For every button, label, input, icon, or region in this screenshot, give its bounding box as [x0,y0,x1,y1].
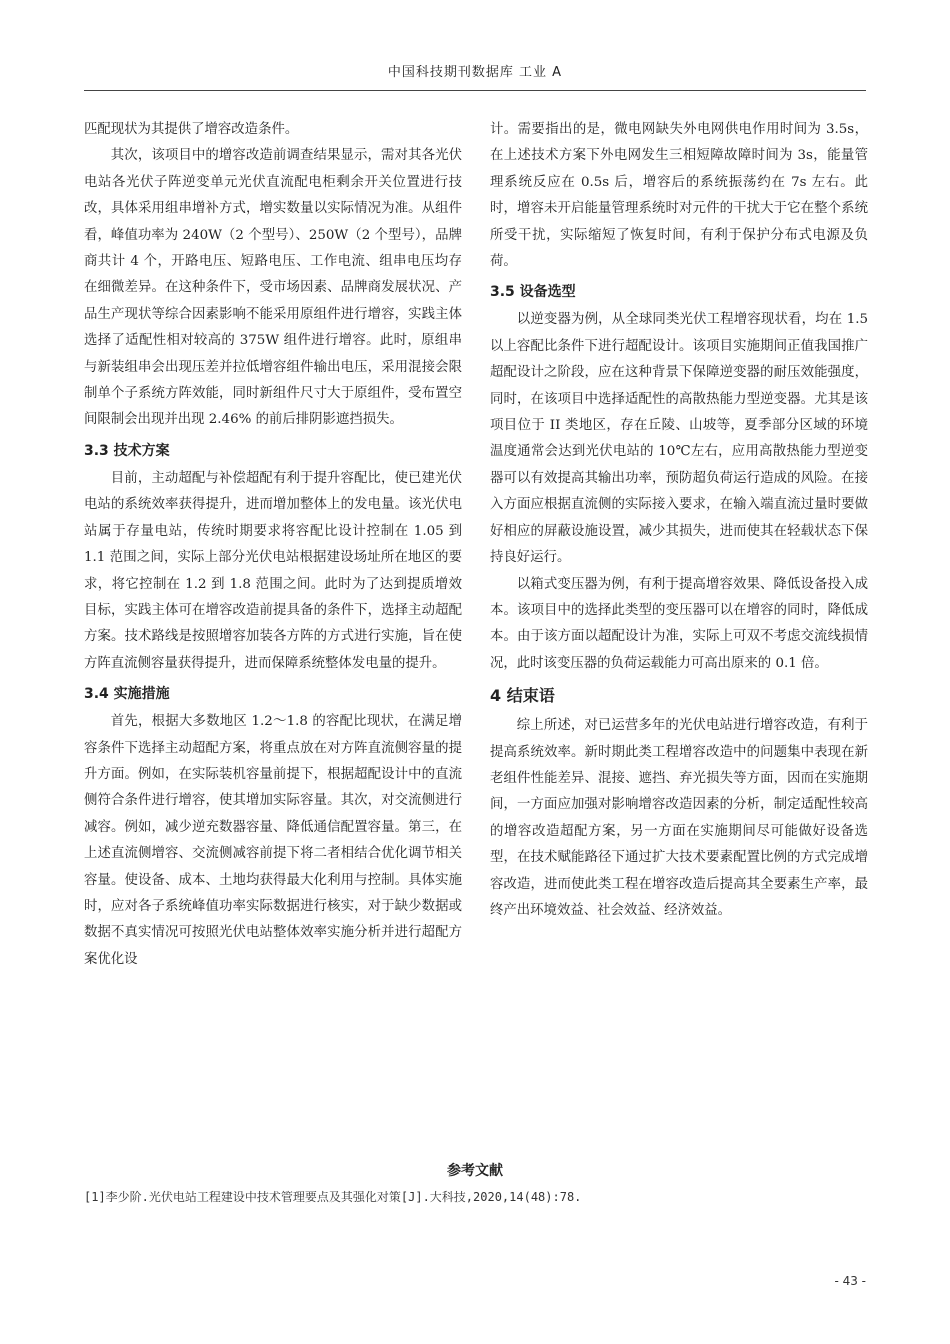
paragraph: 以箱式变压器为例，有利于提高增容效果、降低设备投入成本。该项目中的选择此类型的变压器可以在增容的同时，降低成本。由于该方面以超配设计为准，实际上可双不考虑交流线损情况，此时该变压器的负荷运载能力可高出原来的 0.1 倍。 [490,576,868,671]
section-heading-4: 4 结束语 [490,686,555,706]
paragraph: 计。需要指出的是，微电网缺失外电网供电作用时间为 3.5s，在上述技术方案下外电网发生三相短障故障时间为 3s，能量管理系统反应在 0.5s 后，增容后的系统振荡约在 7s 左右。此时，增容未开启能量管理系统时对元件的干扰大于它在整个系统所受干扰，实际缩短了恢复时间，有利于保护分布式电源及负荷。 [490,122,868,270]
page-number: - 43 - [834,1274,866,1288]
paragraph: 其次，该项目中的增容改造前调查结果显示，需对其各光伏电站各光伏子阵逆变单元光伏直流配电柜剩余开关位置进行技改，具体采用组串增补方式，增实数量以实际情况为准。从组件看，峰值功率为 240W（2 个型号）、250W（2 个型号），品牌商共计 4 个，开路电压、短路电压、工作电流、组串电压均存在细微差异。在这种条件下，受市场因素、品牌商发展状况、产品生产现状等综合因素影响不能采用原组件进行增容，实践主体选择了适配性相对较高的 375W 组件进行增容。此时，原组串与新装组串会出现压差并拉低增容组件输出电压，采用混接会限制单个子系统方阵效能，同时新组件尺寸大于原组件，受布置空间限制会出现并出现 2.46% 的前后排阴影遮挡损失。 [84,148,462,428]
right-column [490,117,868,924]
references-title: 参考文献 [447,1163,503,1179]
paragraph: 首先，根据大多数地区 1.2～1.8 的容配比现状，在满足增容条件下选择主动超配方案，将重点放在对方阵直流侧容量的提升方面。例如，在实际装机容量前提下，根据超配设计中的直流侧符合条件进行增容，使其增加实际容量。其次，对交流侧进行减容。例如，减少逆充数器容量、降低通信配置容量。第三，在上述直流侧增容、交流侧减容前提下将二者相结合优化调节相关容量。使设备、成本、土地均获得最大化利用与控制。具体实施时，应对各子系统峰值功率实际数据进行核实，对于缺少数据或数据不真实情况可按照光伏电站整体效率实施分析并进行超配方案优化设 [84,714,462,967]
paragraph: 以逆变器为例，从全球同类光伏工程增容现状看，均在 1.5 以上容配比条件下进行超配设计。该项目实施期间正值我国推广超配设计之阶段，应在这种背景下保障逆变器的耐压效能强度，同时，在该项目中选择适配性的高散热能力型逆变器。尤其是该项目位于 II 类地区，存在丘陵、山坡等，夏季部分区域的环境温度通常会达到光伏电站的 10℃左右，应用高散热能力型逆变器可以有效提高其输出功率，预防超负荷运行造成的风险。在接入方面应根据直流侧的实际接入要求，在输入端直流过量时要做好相应的屏蔽设施设置，减少其损失，进而使其在轻载状态下保持良好运行。 [490,312,868,566]
paragraph: 综上所述，对已运营多年的光伏电站进行增容改造，有利于提高系统效率。新时期此类工程增容改造中的问题集中表现在新老组件性能差异、混接、遮挡、弃光损失等方面，因而在实施期间，一方面应加强对影响增容改造因素的分析，制定适配性较高的增容改造超配方案，另一方面在实施期间尽可能做好设备选型，在技术赋能路径下通过扩大技术要素配置比例的方式完成增容改造，进而使此类工程在增容改造后提高其全要素生产率，最终产出环境效益、社会效益、经济效益。 [490,718,868,918]
section-heading-3-3: 3.3 技术方案 [84,442,170,459]
reference-item: [1]李少阶.光伏电站工程建设中技术管理要点及其强化对策[J].大科技,2020,14(48):78. [84,1190,582,1204]
journal-header: 中国科技期刊数据库 工业 A [84,60,866,91]
left-column [84,117,462,973]
paragraph: 匹配现状为其提供了增容改造条件。 [84,122,299,137]
paragraph: 目前，主动超配与补偿超配有利于提升容配比，使已建光伏电站的系统效率获得提升，进而增加整体上的发电量。该光伏电站属于存量电站，传统时期要求将容配比设计控制在 1.05 到 1.1 范围之间，实际上部分光伏电站根据建设场址所在地区的要求，将它控制在 1.2 到 1.8 范围之间。此时为了达到提质增效目标，实践主体可在增容改造前提具备的条件下，选择主动超配方案。技术路线是按照增容加装各方阵的方式进行实施，旨在使方阵直流侧容量获得提升，进而保障系统整体发电量的提升。 [84,470,462,671]
section-heading-3-5: 3.5 设备选型 [490,284,576,301]
section-heading-3-4: 3.4 实施措施 [84,686,170,703]
